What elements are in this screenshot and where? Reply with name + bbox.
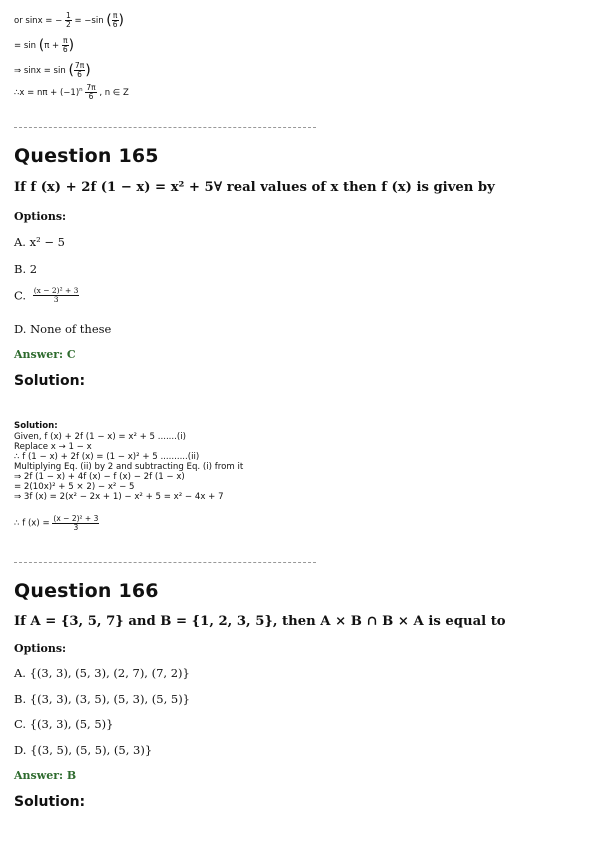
numerator: 7π: [74, 61, 85, 70]
solution-line: = 2(10x)² + 5 × 2) − x² − 5: [14, 482, 135, 492]
superscript: n: [79, 87, 83, 94]
numerator: (x − 2)² + 3: [33, 286, 79, 295]
text: ∴ f (x) =: [14, 518, 50, 529]
question-166-text: If A = {3, 5, 7} and B = {1, 2, 3, 5}, then A × B ∩ B × A is equal to: [14, 614, 506, 629]
solution-line: Multiplying Eq. (ii) by 2 and subtracting Eq. (i) from it: [14, 462, 244, 472]
answer: Answer: C: [14, 348, 76, 361]
numerator: 1: [65, 11, 71, 20]
numerator: π: [112, 11, 118, 20]
prev-solution-line-1: [14, 12, 124, 29]
paren: ): [85, 62, 91, 79]
solution-body: [14, 432, 243, 502]
option-a[interactable]: A. {(3, 3), (5, 3), (2, 7), (7, 2)}: [14, 666, 190, 680]
solution-line: ⇒ 3f (x) = 2(x² − 2x + 1) − x² + 5 = x² − 4x + 7: [14, 492, 224, 502]
text: , n ∈ Z: [99, 88, 129, 98]
paren: ): [118, 12, 124, 29]
option-b[interactable]: B. 2: [14, 262, 38, 276]
option-d[interactable]: D. None of these: [14, 322, 112, 336]
paren: (: [106, 12, 112, 29]
solution-final-line: [14, 515, 99, 532]
option-c[interactable]: [14, 287, 79, 304]
text: = sin: [14, 41, 37, 51]
text: = −sin: [74, 16, 104, 26]
numerator: π: [62, 36, 68, 45]
prev-solution-line-4: [14, 84, 129, 101]
denominator: 6: [88, 92, 94, 101]
solution-line: Replace x → 1 − x: [14, 442, 92, 452]
option-c-prefix: C.: [14, 288, 27, 303]
prev-solution-line-3: [14, 62, 91, 79]
options-label: Options:: [14, 210, 67, 223]
paren: (: [68, 62, 74, 79]
denominator: 3: [73, 523, 79, 532]
question-166-heading: Question 166: [14, 580, 159, 602]
question-165-text: If f (x) + 2f (1 − x) = x² + 5∀ real values of x then f (x) is given by: [14, 180, 495, 195]
fraction: [62, 37, 69, 54]
option-a[interactable]: A. x² − 5: [14, 235, 65, 249]
divider: [14, 562, 316, 563]
fraction: [65, 12, 72, 29]
text: π +: [44, 41, 60, 51]
divider: [14, 127, 316, 128]
fraction: [52, 515, 99, 532]
paren: ): [68, 37, 75, 54]
text: ⇒ sinx = sin: [14, 66, 66, 76]
text: or sinx = −: [14, 16, 63, 26]
fraction: [112, 12, 119, 29]
solution-line: ∴ f (1 − x) + 2f (x) = (1 − x)² + 5 ..........(ii): [14, 452, 200, 462]
answer: Answer: B: [14, 769, 77, 782]
solution-heading: Solution:: [14, 373, 86, 389]
option-c[interactable]: C. {(3, 3), (5, 5)}: [14, 717, 114, 731]
solution-line: ⇒ 2f (1 − x) + 4f (x) − f (x) − 2f (1 − x): [14, 472, 185, 482]
denominator: 2: [65, 20, 71, 29]
denominator: 6: [77, 70, 82, 79]
question-165-heading: Question 165: [14, 145, 159, 167]
option-d[interactable]: D. {(3, 5), (5, 5), (5, 3)}: [14, 743, 153, 757]
solution-title: Solution:: [14, 421, 58, 431]
prev-solution-line-2: [14, 37, 74, 54]
options-label: Options:: [14, 642, 67, 655]
option-b[interactable]: B. {(3, 3), (3, 5), (5, 3), (5, 5)}: [14, 692, 190, 706]
solution-line: Given, f (x) + 2f (1 − x) = x² + 5 .......(i): [14, 432, 186, 442]
fraction: [85, 84, 96, 101]
numerator: (x − 2)² + 3: [53, 514, 99, 523]
denominator: 6: [62, 45, 68, 54]
denominator: 3: [53, 295, 59, 304]
text: ∴x = nπ + (−1): [14, 88, 80, 98]
paren: (: [38, 37, 45, 54]
fraction: [33, 287, 80, 304]
numerator: 7π: [86, 83, 96, 92]
denominator: 6: [112, 20, 118, 29]
solution-heading: Solution:: [14, 794, 86, 810]
fraction: [74, 62, 85, 79]
